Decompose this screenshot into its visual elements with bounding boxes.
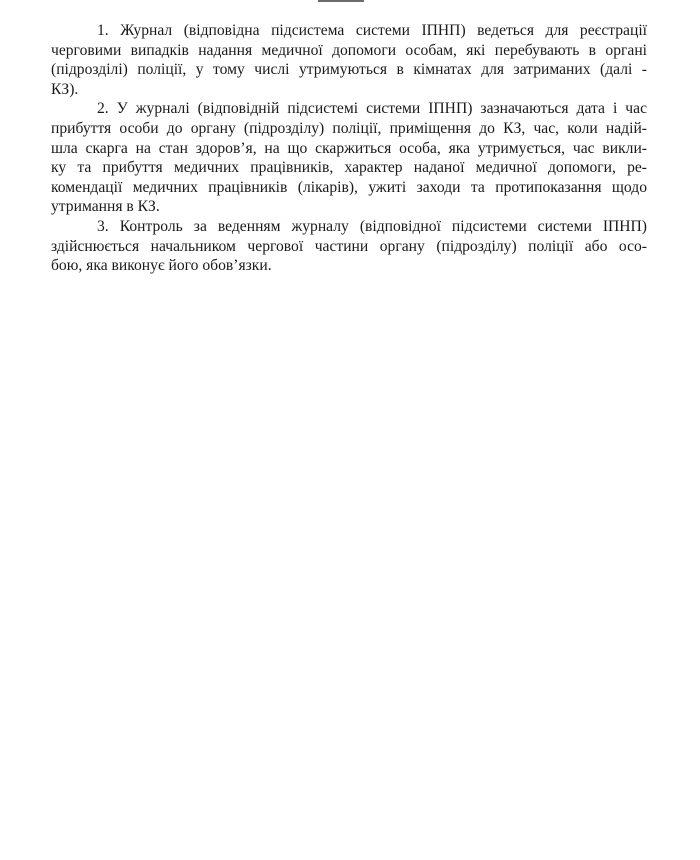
paragraph-line: прибуття особи до органу (підрозділу) поліції, приміщення до КЗ, час, коли надій-	[51, 119, 647, 137]
paragraph-line: 2. У журналі (відповідній підсистемі системи ІПНП) зазначаються дата і час	[97, 100, 647, 118]
paragraph-line: 3. Контроль за веденням журналу (відповідної підсистеми системи ІПНП)	[97, 217, 647, 235]
page-top-mark	[318, 0, 364, 2]
paragraph-1	[51, 21, 647, 99]
paragraph-line: бою, яка виконує його обов’язки.	[51, 257, 272, 275]
document-body	[51, 21, 647, 276]
paragraph-line: 1. Журнал (відповідна підсистема системи ІПНП) ведеться для реєстрації	[97, 22, 647, 39]
paragraph-line: ку та прибуття медичних працівників, характер наданої медичної допомоги, ре-	[51, 159, 647, 177]
paragraph-2	[51, 99, 647, 217]
paragraph-line: утримання в КЗ.	[51, 198, 160, 216]
paragraph-line: здійснюється начальником чергової частини органу (підрозділу) поліції або осо-	[51, 237, 647, 255]
paragraph-line: (підрозділі) поліції, у тому числі утримуються в кімнатах для затриманих (далі -	[51, 61, 647, 79]
paragraph-line: шла скарга на стан здоров’я, на що скаржиться особа, яка утримується, час викли-	[51, 139, 647, 157]
paragraph-line: комендації медичних працівників (лікарів), ужиті заходи та протипоказання щодо	[51, 178, 647, 196]
paragraph-3	[51, 217, 647, 276]
paragraph-line: КЗ).	[51, 80, 79, 98]
paragraph-line: черговими випадків надання медичної допомоги особам, які перебувають в органі	[51, 41, 647, 59]
